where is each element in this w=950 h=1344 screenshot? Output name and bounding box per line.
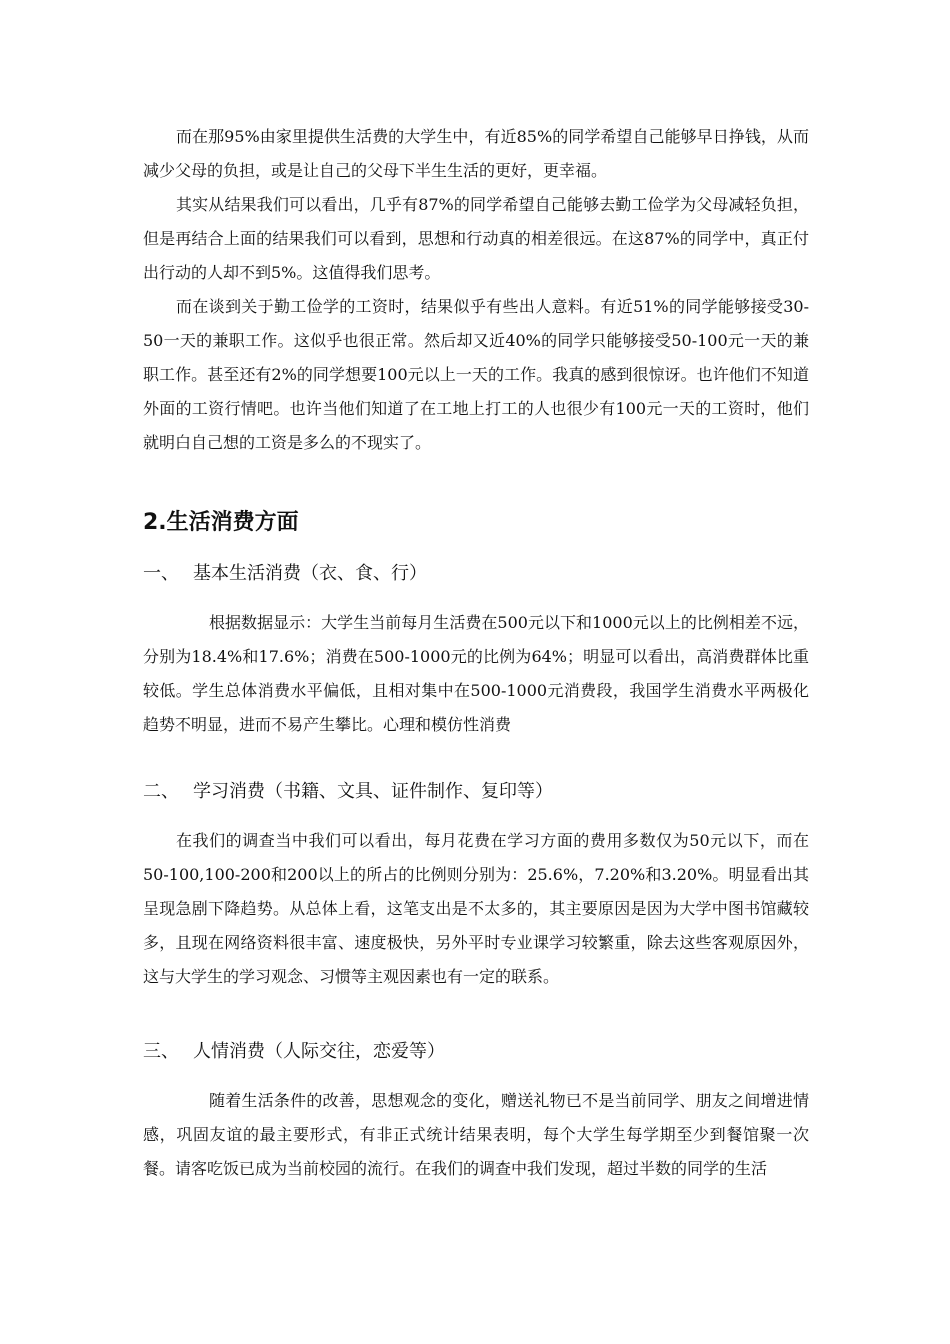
subheading-title: 基本生活消费（衣、食、行） bbox=[193, 563, 427, 584]
paragraph-study-consumption: 在我们的调查当中我们可以看出，每月花费在学习方面的费用多数仅为50元以下，而在50-100,100-200和200以上的所占的比例则分别为：25.6%，7.20%和3.20%。明显看出其呈现急剧下降趋势。从总体上看，这笔支出是不太多的，其主要原因是因为大学中图书馆藏较多，且现在网络资料很丰富、速度极快，另外平时专业课学习较繁重，除去这些客观原因外，这与大学生的学习观念、习惯等主观因素也有一定的联系。 bbox=[143, 831, 809, 986]
subheading-title: 学习消费（书籍、文具、证件制作、复印等） bbox=[193, 781, 553, 802]
subheading-social-consumption bbox=[143, 1038, 445, 1066]
paragraph-work-study-wish: 其实从结果我们可以看出，几乎有87%的同学希望自己能够去勤工俭学为父母减轻负担，但是再结合上面的结果我们可以看到，思想和行动真的相差很远。在这87%的同学中，真正付出行动的人却不到5%。这值得我们思考。 bbox=[143, 195, 809, 282]
paragraph-family-support: 而在那95%由家里提供生活费的大学生中，有近85%的同学希望自己能够早日挣钱，从而减少父母的负担，或是让自己的父母下半生生活的更好，更幸福。 bbox=[143, 127, 809, 180]
subheading-study-consumption bbox=[143, 778, 553, 806]
subheading-number: 三、 bbox=[143, 1041, 179, 1062]
paragraph-basic-living: 根据数据显示：大学生当前每月生活费在500元以下和1000元以上的比例相差不远，分别为18.4%和17.6%；消费在500-1000元的比例为64%；明显可以看出，高消费群体比重较低。学生总体消费水平偏低，且相对集中在500-1000元消费段，我国学生消费水平两极化趋势不明显，进而不易产生攀比。心理和模仿性消费 bbox=[143, 613, 809, 734]
paragraph-social-consumption: 随着生活条件的改善，思想观念的变化，赠送礼物已不是当前同学、朋友之间增进情感，巩固友谊的最主要形式，有非正式统计结果表明，每个大学生每学期至少到餐馆聚一次餐。请客吃饭已成为当前校园的流行。在我们的调查中我们发现，超过半数的同学的生活 bbox=[143, 1091, 809, 1178]
subheading-number: 二、 bbox=[143, 781, 179, 802]
section-heading-living-consumption: 2.生活消费方面 bbox=[143, 510, 299, 535]
paragraph-work-study-wage: 而在谈到关于勤工俭学的工资时，结果似乎有些出人意料。有近51%的同学能够接受30-50一天的兼职工作。这似乎也很正常。然后却又近40%的同学只能够接受50-100元一天的兼职工作。甚至还有2%的同学想要100元以上一天的工作。我真的感到很惊讶。也许他们不知道外面的工资行情吧。也许当他们知道了在工地上打工的人也很少有100元一天的工资时，他们就明白自己想的工资是多么的不现实了。 bbox=[143, 297, 809, 452]
subheading-title: 人情消费（人际交往，恋爱等） bbox=[193, 1041, 445, 1062]
subheading-number: 一、 bbox=[143, 563, 179, 584]
subheading-basic-living bbox=[143, 560, 427, 588]
